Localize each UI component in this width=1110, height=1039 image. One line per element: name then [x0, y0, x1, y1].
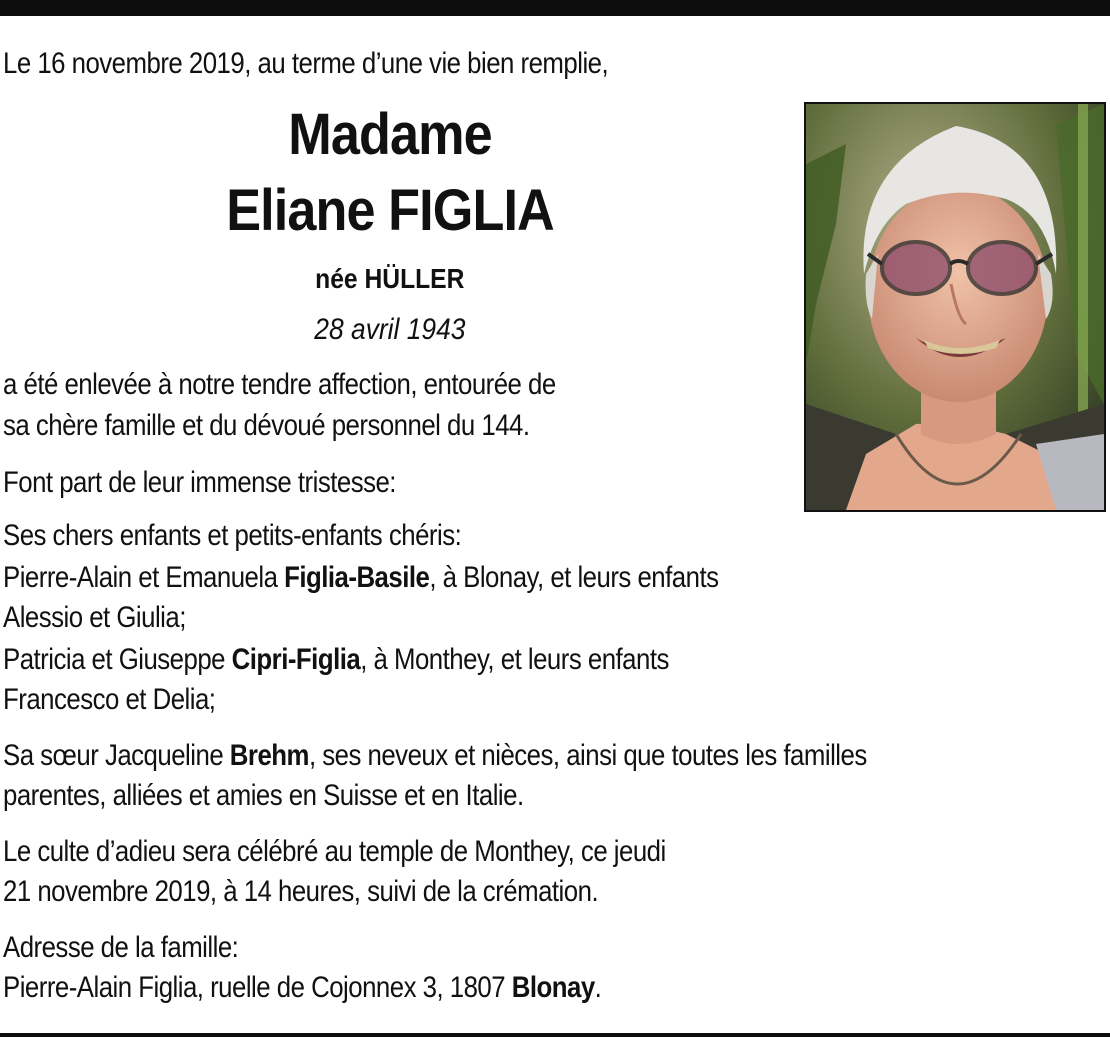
children-heading: Ses chers enfants et petits-enfants chéris: [3, 519, 462, 552]
address-city: Blonay [511, 971, 595, 1004]
portrait-photo [804, 102, 1106, 512]
family-2-children: Francesco et Delia; [3, 683, 216, 716]
sister-surname: Brehm [229, 739, 309, 772]
family-1-surname: Figlia-Basile [284, 561, 430, 594]
sorrow-line: Font part de leur immense tristesse: [3, 466, 396, 499]
sister-line: Sa sœur Jacqueline Brehm, ses neveux et nièces, ainsi que toutes les familles [3, 739, 867, 772]
maiden-name: née HÜLLER [315, 263, 465, 294]
announcement-line-2: sa chère famille et du dévoué personnel du 144. [3, 409, 530, 442]
title-honorific: Madame [288, 102, 492, 167]
top-rule [0, 0, 1110, 16]
family-1-line: Pierre-Alain et Emanuela Figlia-Basile, à Blonay, et leurs enfants [3, 561, 719, 594]
birth-date: 28 avril 1943 [314, 313, 466, 346]
service-line-2: 21 novembre 2019, à 14 heures, suivi de la crémation. [3, 875, 599, 908]
address-line: Pierre-Alain Figlia, ruelle de Cojonnex 3, 1807 Blonay. [3, 971, 602, 1004]
portrait-illustration [806, 104, 1104, 510]
bottom-rule [0, 1033, 1110, 1037]
intro-text: Le 16 novembre 2019, au terme d’une vie bien remplie, [3, 47, 609, 80]
family-2-surname: Cipri-Figlia [231, 643, 361, 676]
sister-line-2: parentes, alliées et amies en Suisse et en Italie. [3, 779, 524, 812]
family-1-children: Alessio et Giulia; [3, 601, 186, 634]
address-heading: Adresse de la famille: [3, 931, 239, 964]
service-line-1: Le culte d’adieu sera célébré au temple de Monthey, ce jeudi [3, 835, 666, 868]
announcement-line-1: a été enlevée à notre tendre affection, entourée de [3, 368, 556, 401]
deceased-name: Eliane FIGLIA [226, 178, 554, 243]
family-2-line: Patricia et Giuseppe Cipri-Figlia, à Monthey, et leurs enfants [3, 643, 669, 676]
